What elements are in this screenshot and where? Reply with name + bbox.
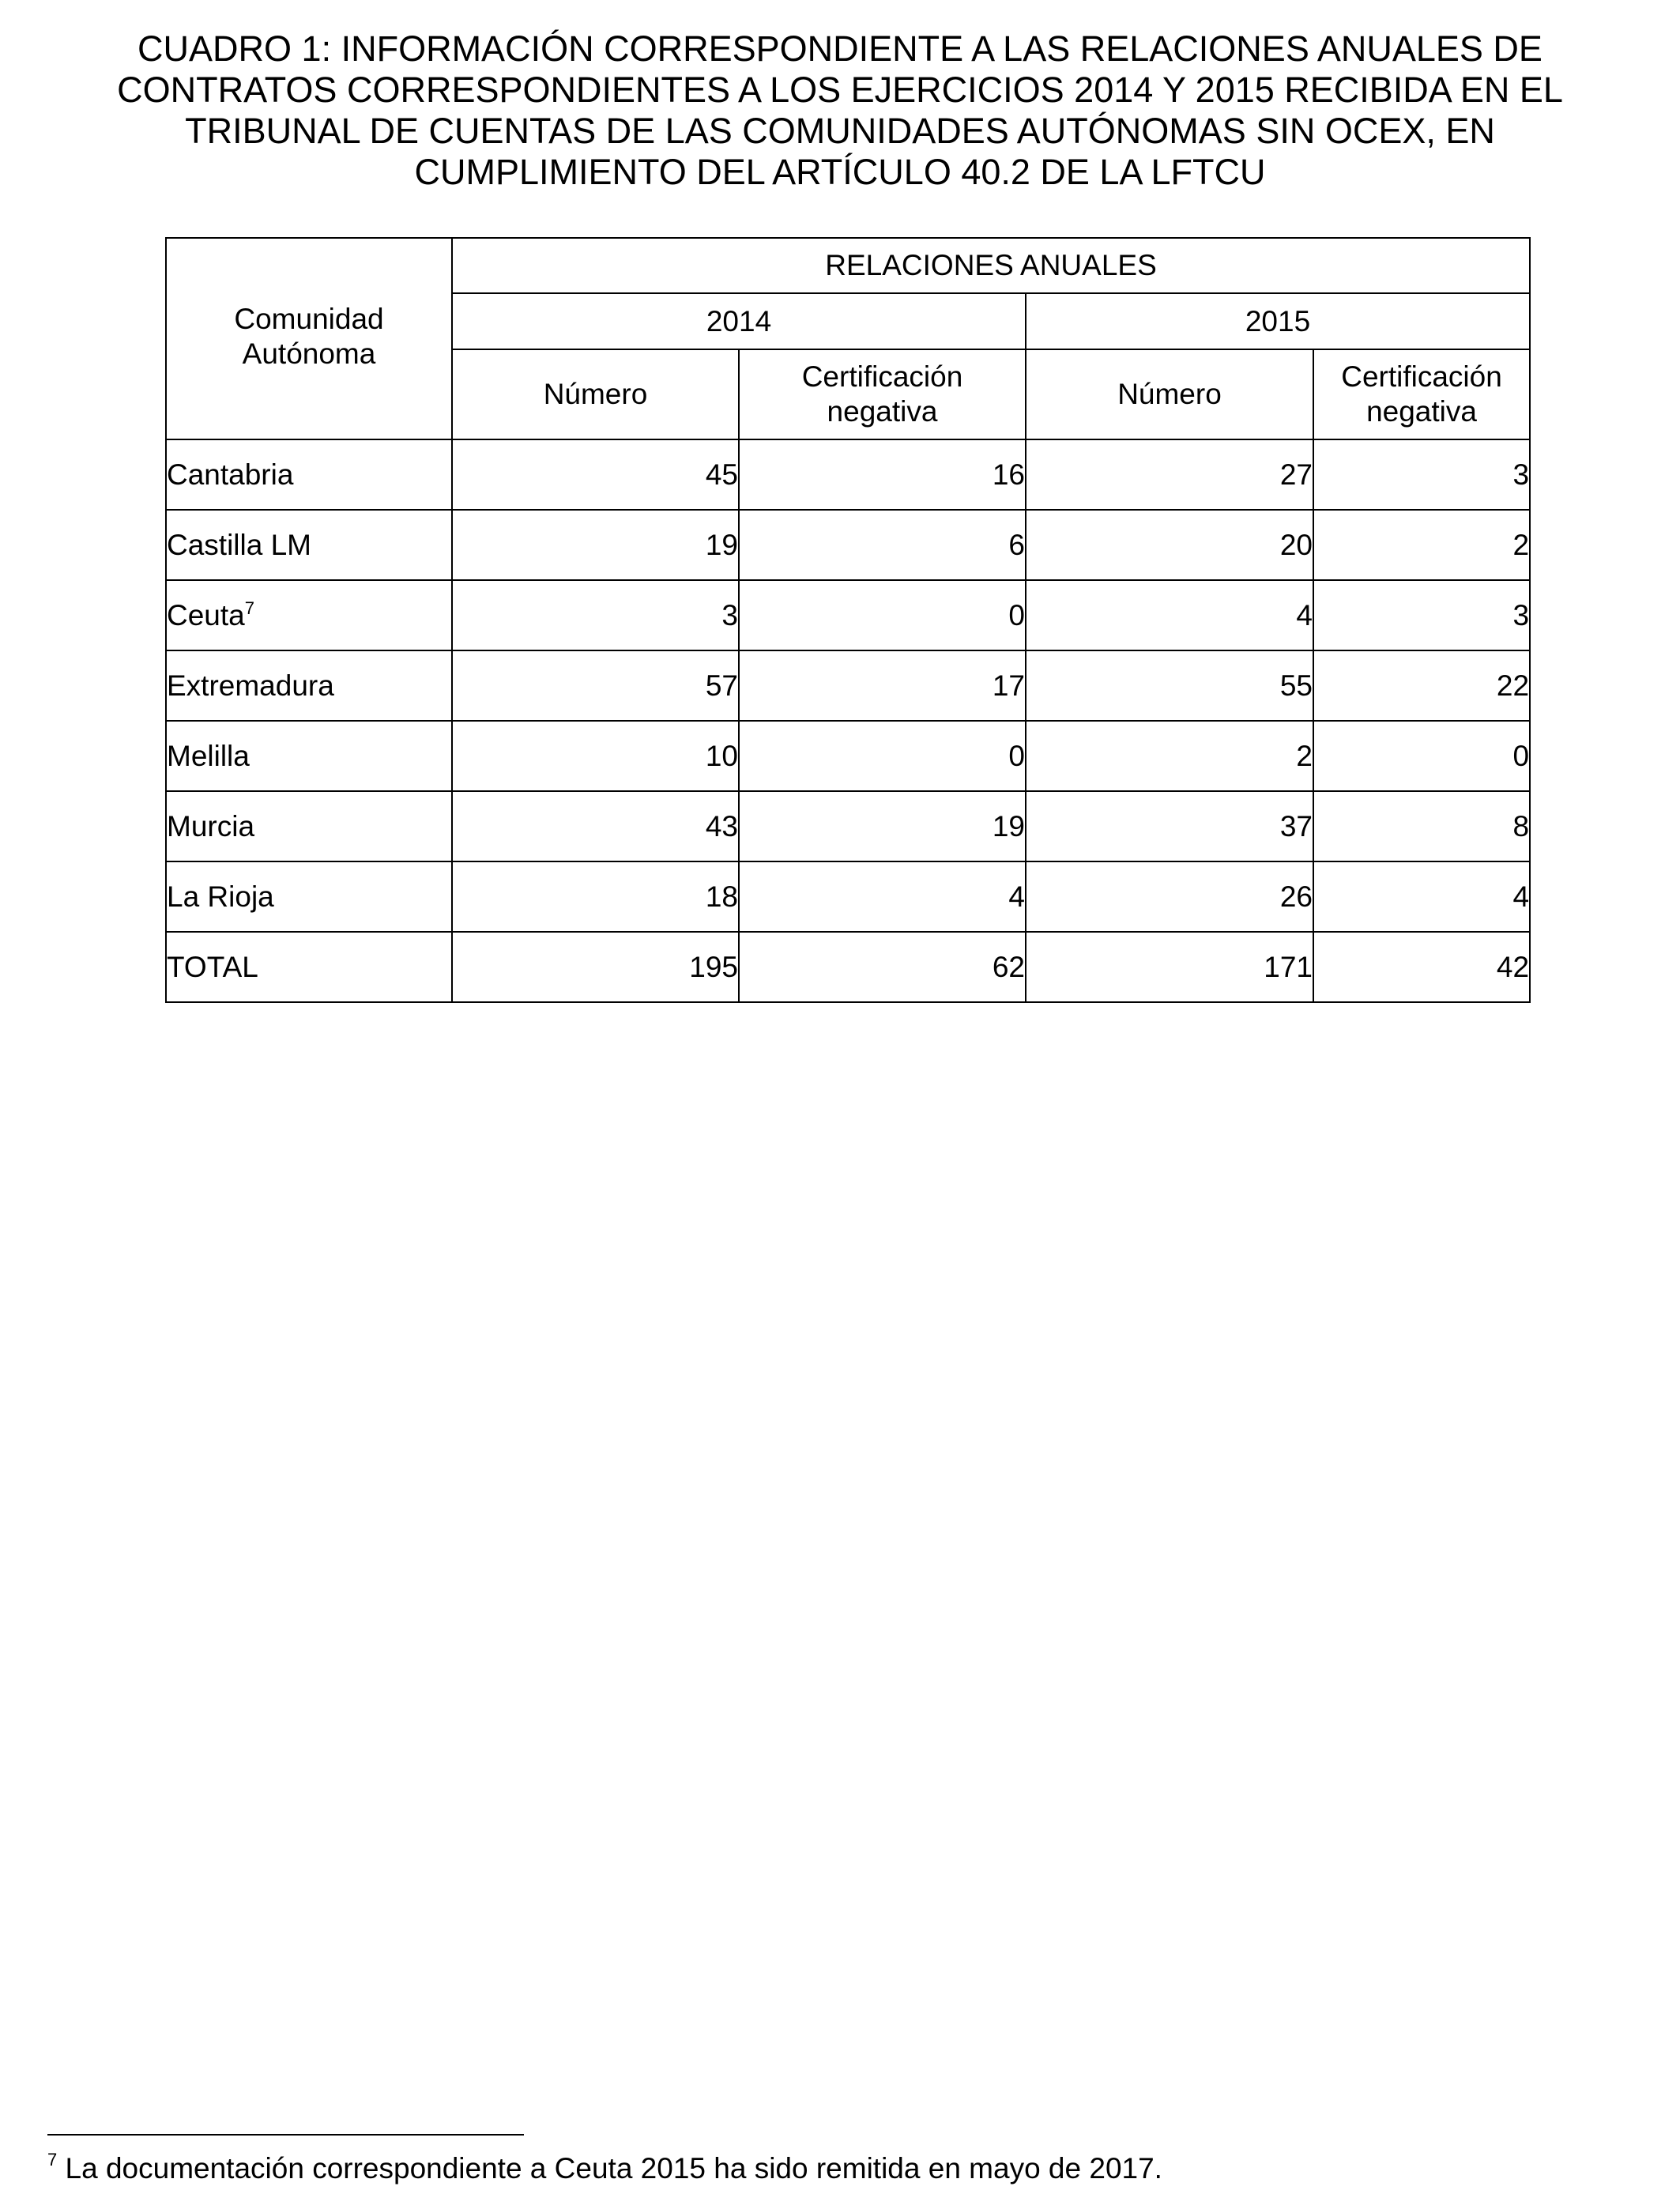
- col-header-line: negativa: [827, 395, 938, 428]
- cell-numero-2014: 195: [452, 932, 739, 1002]
- row-name: [166, 861, 452, 932]
- row-name-text: Cantabria: [167, 458, 294, 491]
- cell-certificacion-2014: 17: [739, 650, 1026, 721]
- cell-numero-2014: 43: [452, 791, 739, 861]
- footnote-separator: [47, 2134, 524, 2136]
- relaciones-anuales-table: [165, 237, 1531, 1003]
- cell-certificacion-2015: 0: [1313, 721, 1530, 791]
- row-name: [166, 791, 452, 861]
- cell-certificacion-2015: 22: [1313, 650, 1530, 721]
- row-name: [166, 650, 452, 721]
- row-name-text: Ceuta: [167, 598, 245, 631]
- cell-certificacion-2015: 3: [1313, 580, 1530, 650]
- row-name: [166, 510, 452, 580]
- col-header-numero-2014: Número: [452, 349, 739, 439]
- cell-certificacion-2014: 6: [739, 510, 1026, 580]
- cell-numero-2014: 18: [452, 861, 739, 932]
- row-name-text: Melilla: [167, 739, 250, 772]
- table-row: [166, 439, 1530, 510]
- group-header: RELACIONES ANUALES: [452, 238, 1530, 293]
- cell-numero-2015: 37: [1026, 791, 1313, 861]
- page-title: [79, 28, 1601, 193]
- cell-certificacion-2015: 3: [1313, 439, 1530, 510]
- cell-certificacion-2014: 4: [739, 861, 1026, 932]
- cell-numero-2015: 26: [1026, 861, 1313, 932]
- table-row: [166, 721, 1530, 791]
- cell-numero-2015: 4: [1026, 580, 1313, 650]
- cell-numero-2015: 20: [1026, 510, 1313, 580]
- row-name-text: Extremadura: [167, 669, 334, 702]
- year-header-2014: 2014: [452, 293, 1026, 349]
- footnote-mark: 7: [47, 2150, 58, 2169]
- cell-certificacion-2014: 62: [739, 932, 1026, 1002]
- title-line: CUMPLIMIENTO DEL ARTÍCULO 40.2 DE LA LFTCU: [414, 152, 1266, 192]
- footnote-text: La documentación correspondiente a Ceuta 2015 ha sido remitida en mayo de 2017.: [65, 2152, 1162, 2185]
- cell-certificacion-2015: 42: [1313, 932, 1530, 1002]
- row-name: [166, 439, 452, 510]
- col-header-line: Certificación: [1341, 360, 1502, 393]
- table-row: [166, 650, 1530, 721]
- row-name-text: La Rioja: [167, 880, 274, 913]
- cell-numero-2014: 10: [452, 721, 739, 791]
- col-header-line: negativa: [1366, 395, 1477, 428]
- cell-certificacion-2014: 0: [739, 721, 1026, 791]
- title-line: TRIBUNAL DE CUENTAS DE LAS COMUNIDADES AUTÓNOMAS SIN OCEX, EN: [185, 111, 1495, 151]
- col-header-numero-2015: Número: [1026, 349, 1313, 439]
- cell-numero-2015: 171: [1026, 932, 1313, 1002]
- cell-numero-2014: 45: [452, 439, 739, 510]
- cell-certificacion-2015: 8: [1313, 791, 1530, 861]
- table-row: [166, 580, 1530, 650]
- col-header-certificacion-2014: [739, 349, 1026, 439]
- cell-certificacion-2015: 2: [1313, 510, 1530, 580]
- table-row-total: [166, 932, 1530, 1002]
- cell-certificacion-2014: 19: [739, 791, 1026, 861]
- col-header-line: Certificación: [801, 360, 963, 393]
- title-line: CONTRATOS CORRESPONDIENTES A LOS EJERCICIOS 2014 Y 2015 RECIBIDA EN EL: [117, 70, 1563, 110]
- cell-certificacion-2014: 16: [739, 439, 1026, 510]
- row-name: [166, 932, 452, 1002]
- table-row: [166, 510, 1530, 580]
- table-row: [166, 791, 1530, 861]
- corner-header: [166, 238, 452, 439]
- corner-header-line: Comunidad: [234, 303, 384, 335]
- cell-numero-2014: 19: [452, 510, 739, 580]
- cell-certificacion-2014: 0: [739, 580, 1026, 650]
- cell-numero-2014: 57: [452, 650, 739, 721]
- title-line: CUADRO 1: INFORMACIÓN CORRESPONDIENTE A LAS RELACIONES ANUALES DE: [137, 28, 1543, 69]
- footnote: [47, 2151, 1162, 2186]
- row-name: [166, 721, 452, 791]
- cell-numero-2015: 2: [1026, 721, 1313, 791]
- row-name-text: Murcia: [167, 809, 255, 843]
- footnote-ref: 7: [244, 598, 254, 618]
- cell-numero-2014: 3: [452, 580, 739, 650]
- year-header-2015: 2015: [1026, 293, 1530, 349]
- row-name: [166, 580, 452, 650]
- cell-certificacion-2015: 4: [1313, 861, 1530, 932]
- cell-numero-2015: 27: [1026, 439, 1313, 510]
- table-row: [166, 861, 1530, 932]
- col-header-certificacion-2015: [1313, 349, 1530, 439]
- row-name-text: Castilla LM: [167, 528, 311, 561]
- corner-header-line: Autónoma: [242, 337, 376, 370]
- row-name-text: TOTAL: [167, 950, 258, 983]
- cell-numero-2015: 55: [1026, 650, 1313, 721]
